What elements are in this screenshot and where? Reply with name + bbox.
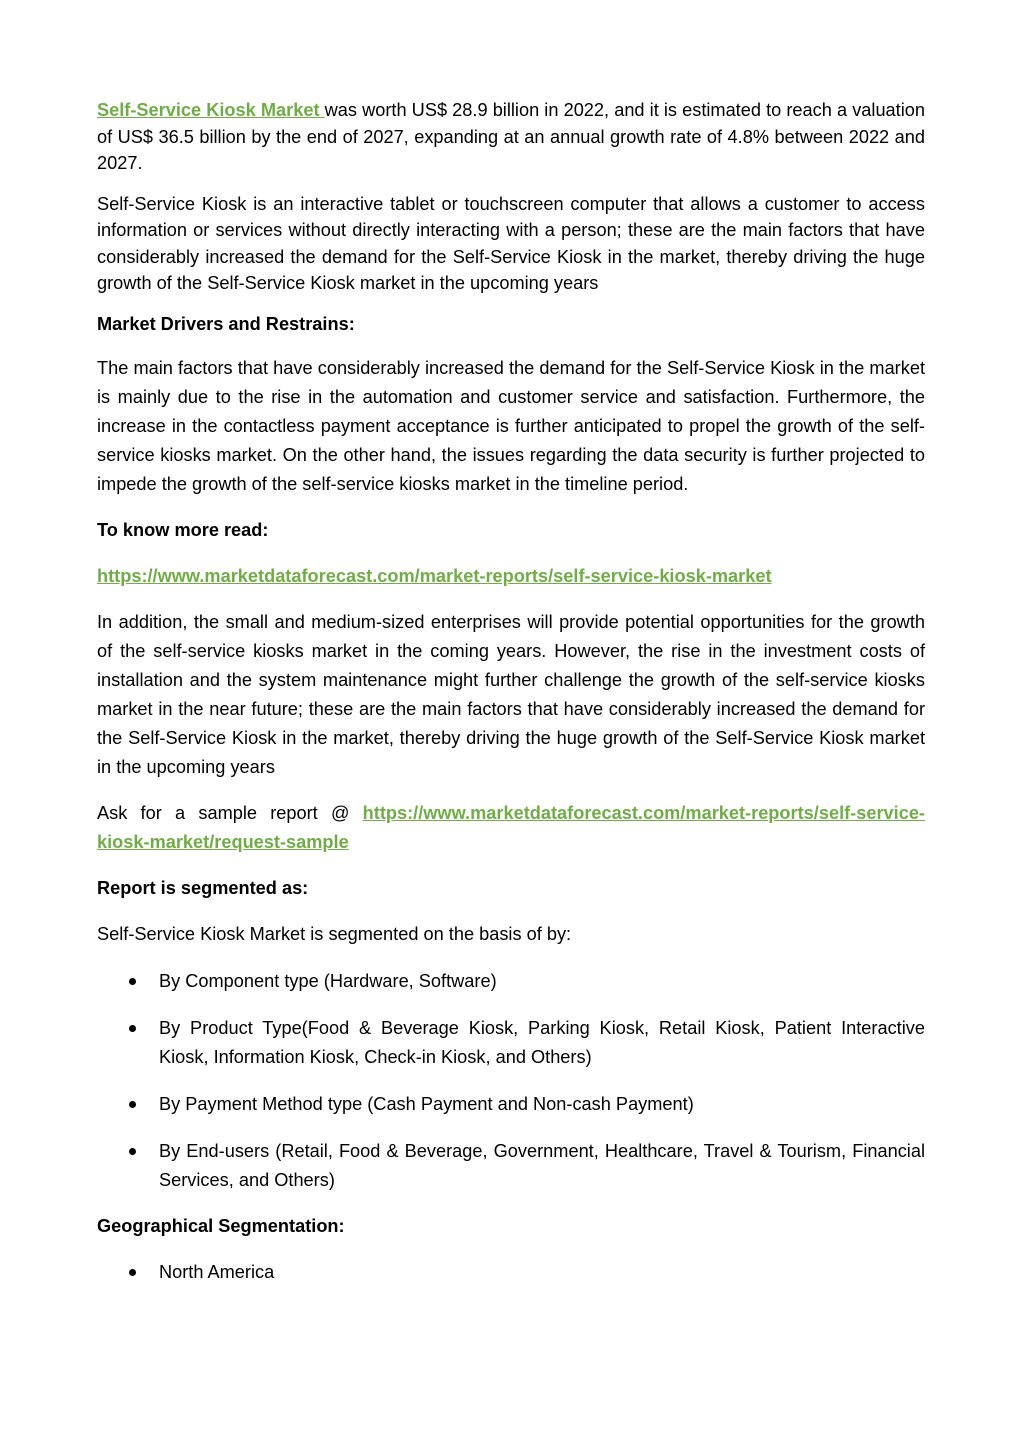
list-item-text: North America	[159, 1262, 275, 1282]
definition-paragraph: Self-Service Kiosk is an interactive tablet or touchscreen computer that allows a customer to access information or services without directly interacting with a person; these are the main factors that have considerably increased the demand for the Self-Service Kiosk in the market, thereby driving the huge growth of the Self-Service Kiosk market in the upcoming years	[97, 193, 925, 293]
bullet-icon	[129, 1025, 136, 1032]
list-item-text: By Payment Method type (Cash Payment and Non-cash Payment)	[159, 1094, 694, 1114]
bullet-icon	[129, 1148, 136, 1155]
know-more-paragraph	[97, 562, 925, 591]
document-page	[97, 97, 925, 1304]
list-item	[97, 1090, 925, 1119]
list-item	[97, 1258, 925, 1287]
list-item-text: By End-users (Retail, Food & Beverage, Government, Healthcare, Travel & Tourism, Financial Services, and Others)	[159, 1141, 925, 1190]
intro-text: was worth US$ 28.9 billion in 2022, and it is estimated to reach a valuation of US$ 36.5 billion by the end of 2027, expanding at an annual growth rate of 4.8% between 2022 and 2027.	[97, 100, 925, 173]
drivers-paragraph: The main factors that have considerably increased the demand for the Self-Service Kiosk in the market is mainly due to the rise in the automation and customer service and satisfaction. Furthermore, the increase in the contactless payment acceptance is further anticipated to propel the growth of the self-service kiosks market. On the other hand, the issues regarding the data security is further projected to impede the growth of the self-service kiosks market in the timeline period.	[97, 358, 925, 494]
know-more-heading: To know more read:	[97, 520, 269, 540]
list-item	[97, 967, 925, 996]
bullet-icon	[129, 1101, 136, 1108]
list-item-text: By Product Type(Food & Beverage Kiosk, Parking Kiosk, Retail Kiosk, Patient Interactive Kiosk, Information Kiosk, Check-in Kiosk, and Others)	[159, 1018, 925, 1067]
market-report-link[interactable]: Self-Service Kiosk Market	[97, 100, 325, 120]
bullet-icon	[129, 1269, 136, 1276]
segmentation-list	[97, 967, 925, 1195]
drivers-heading: Market Drivers and Restrains:	[97, 313, 355, 334]
segmentation-intro: Self-Service Kiosk Market is segmented on the basis of by:	[97, 924, 572, 944]
bullet-icon	[129, 978, 136, 985]
sample-report-link[interactable]: https://www.marketdataforecast.com/market-reports/self-service-kiosk-market/request-sample	[97, 803, 925, 852]
sample-paragraph	[97, 799, 925, 857]
know-more-link[interactable]: https://www.marketdataforecast.com/market-reports/self-service-kiosk-market	[97, 566, 772, 586]
segmentation-heading: Report is segmented as:	[97, 878, 309, 898]
geography-heading: Geographical Segmentation:	[97, 1216, 345, 1236]
list-item-text: By Component type (Hardware, Software)	[159, 971, 497, 991]
opportunities-paragraph: In addition, the small and medium-sized enterprises will provide potential opportunities for the growth of the self-service kiosks market in the coming years. However, the rise in the investment costs of installation and the system maintenance might further challenge the growth of the self-service kiosks market in the near future; these are the main factors that have considerably increased the demand for the Self-Service Kiosk in the market, thereby driving the huge growth of the Self-Service Kiosk market in the upcoming years	[97, 612, 925, 777]
geography-list	[97, 1258, 925, 1287]
intro-paragraph	[97, 97, 925, 177]
sample-prefix: Ask for a sample report @	[97, 803, 363, 823]
list-item	[97, 1014, 925, 1072]
list-item	[97, 1137, 925, 1195]
